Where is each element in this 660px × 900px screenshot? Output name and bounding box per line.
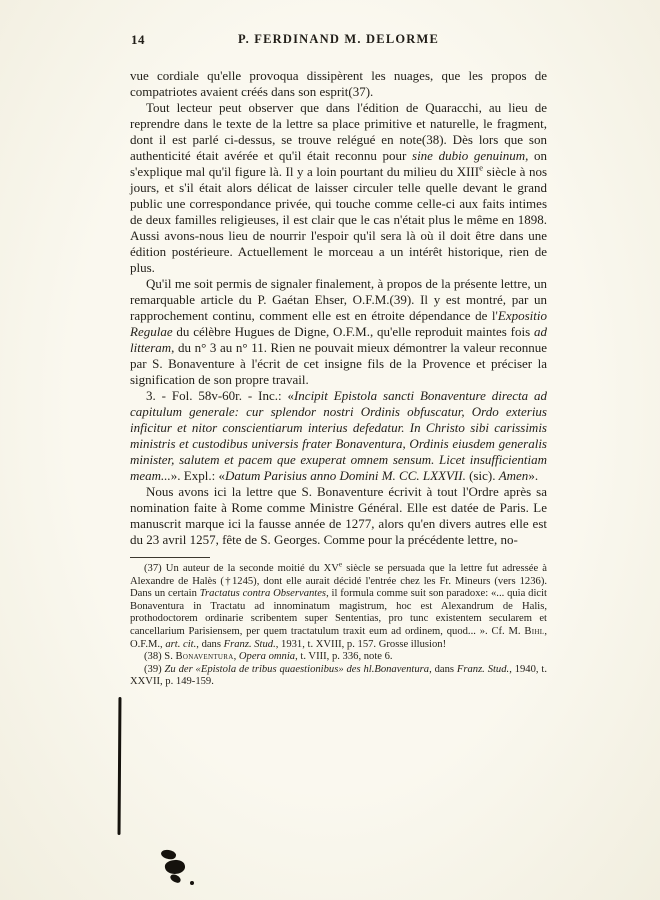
footnote-separator-rule bbox=[130, 557, 210, 558]
scan-artifact-ink-dot bbox=[190, 881, 194, 885]
body-paragraph-5: Nous avons ici la lettre que S. Bonaventure écrivit à tout l'Ordre après sa nomination faite à Rome comme Ministre Général. Elle est datée de Paris. Le manuscrit marque ici la fausse année de 1277, alors qu'en divers autres elle est du 23 avril 1257, fête de S. Georges. Comme pour la précédente lettre, no- bbox=[130, 484, 547, 547]
scan-artifact-ink-blob bbox=[164, 859, 186, 876]
footnote-37: (37) Un auteur de la seconde moitié du XVe siècle se persuada que la lettre fut adressée à Alexandre de Halès (†1245), dont elle aurait décidé l'entrée chez les Fr. Mineurs (vers 1236). Dans un certain Tractatus contra Observantes, il formula comme suit son paradoxe: «... quia dicit Bonaventura in Tractatu ad innominatum magistrum, hoc est Alexandrum de Halis, prothodoctorem ordinarie scribentem super Sententias, pro tunc existentem secularem et cancellarium Parisiensem, per quem tractatulum traxit eum ad ordinem, quod... ». Cf. M. Bihl, O.F.M., art. cit., dans Franz. Stud., 1931, t. XVIII, p. 157. Grosse illusion! bbox=[130, 560, 547, 650]
footnotes bbox=[130, 560, 547, 689]
scan-artifact-vertical-line bbox=[118, 697, 122, 835]
running-title: P. FERDINAND M. DELORME bbox=[237, 32, 440, 46]
footnote-39: (39) Zu der «Epistola de tribus quaestionibus» des hl.Bonaventura, dans Franz. Stud., 1940, t. XXVII, p. 149-159. bbox=[130, 663, 547, 688]
body-paragraph-1: vue cordiale qu'elle provoqua dissipèrent les nuages, que les propos de compatriotes avaient créés dans son esprit(37). bbox=[130, 68, 547, 99]
body-paragraph-4: 3. - Fol. 58v-60r. - Inc.: «Incipit Epistola sancti Bonaventure directa ad capitulum generale: cur splendor nostri Ordinis obfuscatur, Ordo exterius inficitur et nitor conscientiarum interius defedatur. In Christo sibi carissimis ministris et custodibus universis frater Bonaventura, Ordinis eiusdem generalis minister, salutem et pacem que exuperat omnem sensum. Licet insufficientiam meam...». Expl.: «Datum Parisius anno Domini M. CC. LXXVII. (sic). Amen». bbox=[130, 388, 547, 483]
body-paragraph-3: Qu'il me soit permis de signaler finalement, à propos de la présente lettre, un remarquable article du P. Gaétan Ehser, O.F.M.(39). Il y est montré, par un rapprochement continu, comment elle est en étroite dépendance de l'Expositio Regulae du célèbre Hugues de Digne, O.F.M., qu'elle reproduit maintes fois ad litteram, du n° 3 au n° 11. Rien ne pouvait mieux démontrer la valeur reconnue par S. Bonaventure à l'écrit de cet insigne fils de la Provence et préciser la signification de son propre travail. bbox=[130, 276, 547, 387]
page-header bbox=[130, 32, 547, 50]
page-number: 14 bbox=[131, 32, 145, 47]
page-column bbox=[130, 32, 547, 689]
scan-artifact-ink-blob bbox=[169, 873, 182, 884]
footnote-38: (38) S. Bonaventura, Opera omnia, t. VIII, p. 336, note 6. bbox=[144, 651, 393, 663]
body-text bbox=[130, 68, 547, 548]
body-paragraph-2: Tout lecteur peut observer que dans l'édition de Quaracchi, au lieu de reprendre dans le texte de la lettre sa place primitive et naturelle, le fragment, dont il est parlé ci-dessus, se trouve relégué en note(38). Dès lors que son authenticité était avérée et qu'il était reconnu pour sine dubio genuinum, on s'explique mal qu'il figure là. Il y a loin pourtant du milieu du XIIIe siècle à nos jours, et s'il était alors délicat de laisser circuler telle quelle devant le grand public une correspondance privée, qui touche comme celle-ci aux faits intimes de deux familles religieuses, il est clair que le cas n'était plus le même en 1898. Aussi avons-nous lieu de nourrir l'espoir qu'il sera là où il doit être dans une édition postérieure. Actuellement le morceau a un intérêt historique, rien de plus. bbox=[130, 100, 547, 275]
